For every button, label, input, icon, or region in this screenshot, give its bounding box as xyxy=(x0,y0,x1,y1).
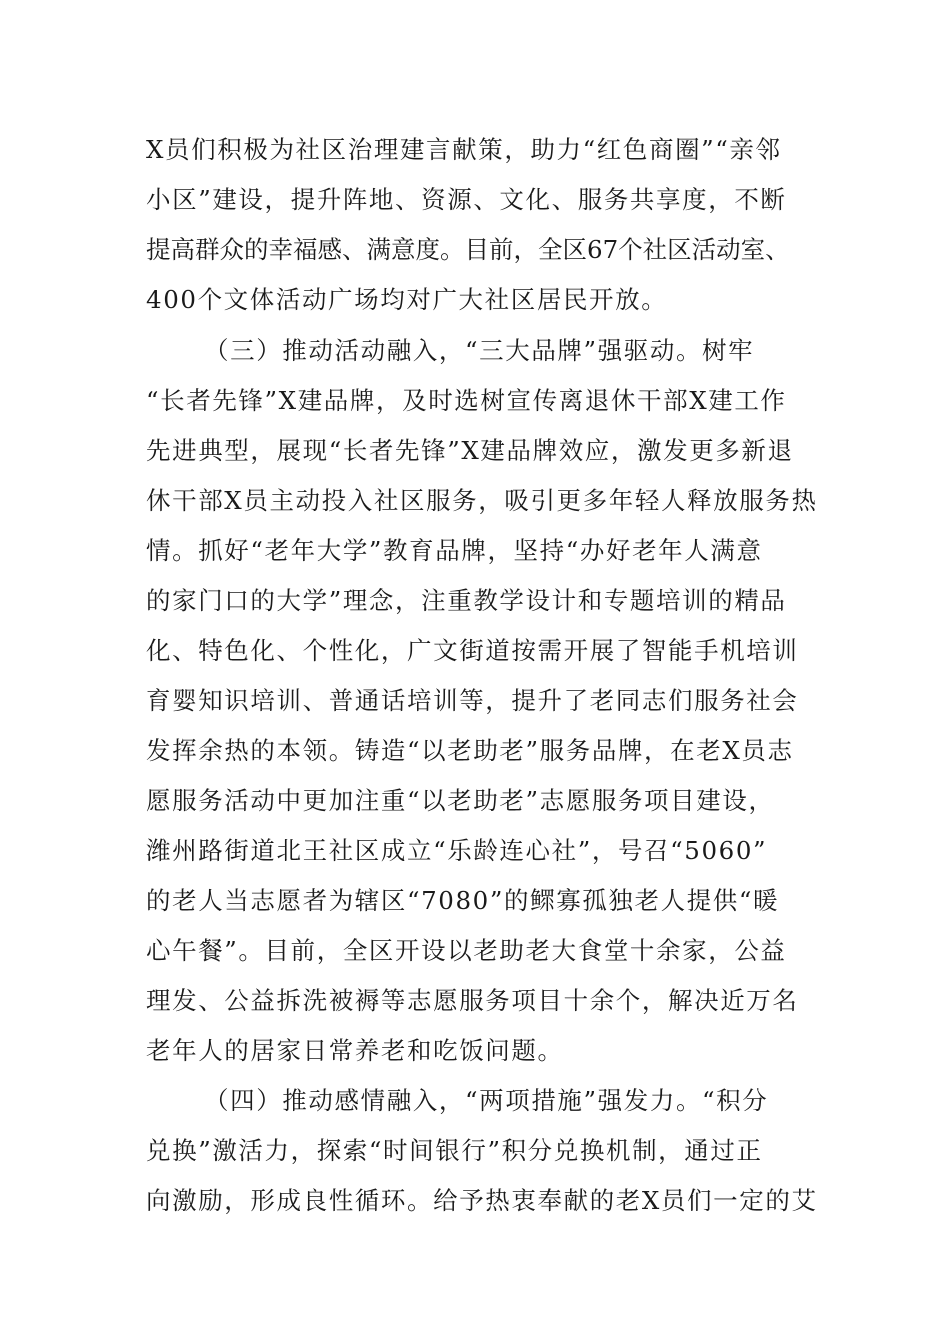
text-line: 400个文体活动广场均对广大社区居民开放。 xyxy=(146,285,668,314)
text-line: X员们积极为社区治理建言献策，助力“红色商圈”“亲邻 xyxy=(146,135,782,164)
section-heading-three: （三）推动活动融入，“三大品牌”强驱动。树牢 xyxy=(204,336,755,365)
text-line: 发挥余热的本领。铸造“以老助老”服务品牌，在老X员志 xyxy=(146,736,794,765)
text-line: 育婴知识培训、普通话培训等，提升了老同志们服务社会 xyxy=(146,686,799,715)
text-line: 提高群众的幸福感、满意度。目前，全区67个社区活动室、 xyxy=(146,235,790,264)
text-line: 向激励，形成良性循环。给予热衷奉献的老X员们一定的艾 xyxy=(146,1186,818,1215)
text-line: 情。抓好“老年大学”教育品牌，坚持“办好老年人满意 xyxy=(146,536,763,565)
text-line: 心午餐”。目前，全区开设以老助老大食堂十余家，公益 xyxy=(146,936,787,965)
text-line: 化、特色化、个性化，广文街道按需开展了智能手机培训 xyxy=(146,636,799,665)
text-line: “长者先锋”X建品牌，及时选树宣传离退休干部X建工作 xyxy=(146,386,787,415)
text-line: 理发、公益拆洗被褥等志愿服务项目十余个，解决近万名 xyxy=(146,986,799,1015)
text-line: 的家门口的大学”理念，注重教学设计和专题培训的精品 xyxy=(146,586,787,615)
text-line: 潍州路街道北王社区成立“乐龄连心社”，号召“5060” xyxy=(146,836,768,865)
text-line: 小区”建设，提升阵地、资源、文化、服务共享度，不断 xyxy=(146,185,787,214)
text-line: 老年人的居家日常养老和吃饭问题。 xyxy=(146,1036,564,1065)
text-line: 先进典型，展现“长者先锋”X建品牌效应，激发更多新退 xyxy=(146,436,794,465)
text-line: 休干部X员主动投入社区服务，吸引更多年轻人释放服务热 xyxy=(146,486,818,515)
section-heading-four: （四）推动感情融入，“两项措施”强发力。“积分 xyxy=(204,1086,769,1115)
text-line: 兑换”激活力，探索“时间银行”积分兑换机制，通过正 xyxy=(146,1136,763,1165)
text-line: 愿服务活动中更加注重“以老助老”志愿服务项目建设， xyxy=(146,786,775,815)
text-line: 的老人当志愿者为辖区“7080”的鳏寡孤独老人提供“暖 xyxy=(146,886,780,915)
